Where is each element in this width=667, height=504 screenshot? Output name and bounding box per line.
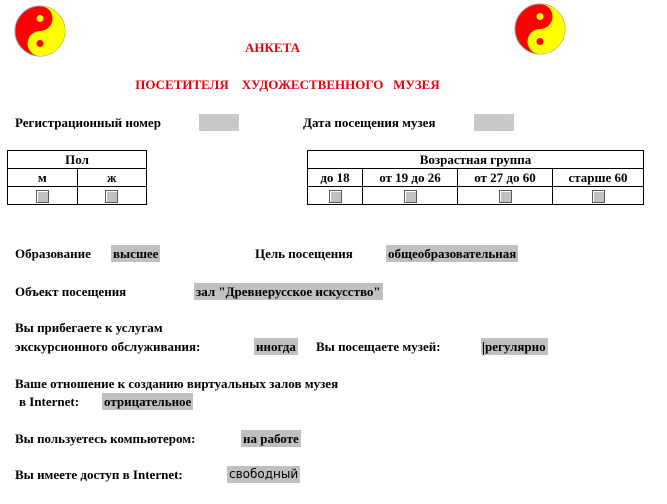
- attitude-label-line2: в Internet:: [19, 394, 80, 409]
- age-over-60-label: старше 60: [553, 169, 644, 187]
- excursion-label-line2: экскурсионного обслуживания:: [15, 339, 201, 354]
- internet-field[interactable]: свободный: [229, 467, 299, 481]
- age-27-60-label: от 27 до 60: [458, 169, 553, 187]
- age-under-18-checkbox[interactable]: [329, 190, 342, 203]
- age-over-60-checkbox[interactable]: [592, 190, 605, 203]
- registration-label: Регистрационный номер: [15, 115, 161, 130]
- visit-date-label: Дата посещения музея: [303, 115, 436, 130]
- form-subtitle: ПОСЕТИТЕЛЯ ХУДОЖЕСТВЕННОГО МУЗЕЯ: [135, 77, 440, 92]
- gender-female-checkbox[interactable]: [105, 190, 118, 203]
- gender-header: Пол: [8, 151, 147, 169]
- text-cursor: [483, 342, 484, 355]
- age-under-18-label: до 18: [308, 169, 363, 187]
- excursion-field[interactable]: иногда: [256, 339, 296, 354]
- age-19-26-checkbox[interactable]: [404, 190, 417, 203]
- gender-male-label: м: [8, 169, 78, 187]
- internet-label: Вы имеете доступ в Internet:: [15, 467, 183, 482]
- gender-table: [7, 150, 147, 205]
- excursion-label-line1: Вы прибегаете к услугам: [15, 320, 163, 335]
- registration-number-field[interactable]: [199, 114, 239, 131]
- form-title: АНКЕТА: [244, 40, 300, 55]
- age-group-header: Возрастная группа: [308, 151, 644, 169]
- visit-date-field[interactable]: [474, 114, 514, 131]
- computer-label: Вы пользуетесь компьютером:: [15, 431, 196, 446]
- frequency-value: регулярно: [485, 339, 546, 354]
- purpose-field[interactable]: общеобразовательная: [388, 246, 517, 261]
- computer-field[interactable]: на работе: [243, 431, 299, 446]
- attitude-label-line1: Ваше отношение к созданию виртуальных залов музея: [15, 376, 339, 391]
- education-label: Образование: [15, 246, 91, 261]
- frequency-field[interactable]: [481, 338, 548, 355]
- age-27-60-checkbox[interactable]: [499, 190, 512, 203]
- age-19-26-label: от 19 до 26: [363, 169, 458, 187]
- attitude-field[interactable]: отрицательное: [104, 394, 192, 409]
- age-group-table: [307, 150, 644, 205]
- object-field[interactable]: зал "Древнерусское искусство": [196, 284, 381, 299]
- gender-female-label: ж: [77, 169, 147, 187]
- object-label: Объект посещения: [15, 284, 127, 299]
- education-field[interactable]: высшее: [113, 246, 159, 261]
- gender-male-checkbox[interactable]: [36, 190, 49, 203]
- frequency-label: Вы посещаете музей:: [316, 339, 441, 354]
- purpose-label: Цель посещения: [255, 246, 353, 261]
